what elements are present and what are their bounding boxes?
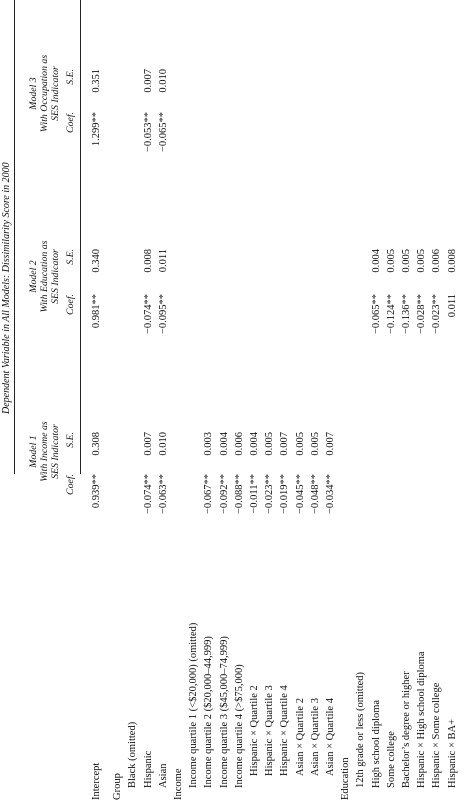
row-label: Income — [173, 768, 184, 800]
row-label: Hispanic × Some college — [431, 682, 443, 788]
se-header-m1: S.E. — [65, 432, 76, 448]
se-cell-m2: 0.008 — [446, 249, 458, 273]
se-cell-m1: 0.004 — [249, 432, 260, 456]
se-cell-m1: 0.308 — [91, 432, 102, 456]
row-label: Asian × Quartile 2 — [294, 698, 306, 776]
header-rule — [80, 0, 81, 474]
coef-cell-m3: −0.065** — [157, 112, 169, 153]
model-1-line3: SES Indicator — [50, 424, 61, 479]
coef-cell-m2: −0.136** — [401, 294, 412, 335]
se-cell-m3: 0.010 — [157, 69, 169, 93]
coef-cell-m1: −0.011** — [249, 474, 260, 514]
coef-cell-m2: −0.065** — [370, 294, 382, 335]
coef-cell-m2: −0.028** — [416, 294, 428, 335]
row-label: Intercept — [91, 762, 102, 800]
row-label: Hispanic × BA+ — [446, 718, 458, 788]
row-label: Asian × Quartile 4 — [325, 698, 336, 776]
se-cell-m3: 0.351 — [91, 69, 102, 93]
model-2-title: Model 2 — [28, 260, 39, 293]
se-header-m2: S.E. — [65, 249, 76, 265]
se-cell-m2: 0.005 — [401, 249, 412, 273]
se-header-m3: S.E. — [65, 69, 76, 85]
coef-cell-m2: 0.011 — [446, 294, 458, 318]
row-label: High school diploma — [370, 699, 382, 788]
model-3-line2: With Occupation as — [39, 54, 50, 133]
model-3-header — [28, 31, 61, 156]
row-label: Hispanic × High school diploma — [416, 651, 428, 788]
se-cell-m2: 0.004 — [370, 249, 382, 273]
se-cell-m1: 0.010 — [157, 432, 169, 456]
se-cell-m1: 0.004 — [218, 432, 230, 456]
row-label: Bachelor’s degree or higher — [401, 671, 412, 788]
se-cell-m2: 0.011 — [157, 249, 169, 273]
model-2-line3: SES Indicator — [50, 249, 61, 304]
row-label: Group — [112, 773, 124, 800]
row-label: Income quartile 4 (>$75,000) — [233, 664, 245, 788]
se-cell-m1: 0.007 — [279, 432, 291, 456]
se-cell-m1: 0.005 — [294, 432, 306, 456]
model-1-title: Model 1 — [28, 435, 39, 468]
coef-cell-m1: −0.048** — [309, 474, 321, 515]
row-label: Income quartile 2 ($20,000–44,999) — [203, 636, 215, 788]
coef-header-m2: Coef. — [65, 294, 76, 315]
se-cell-m1: 0.006 — [233, 432, 245, 456]
row-label: Hispanic × Quartile 2 — [249, 685, 260, 776]
se-cell-m2: 0.006 — [431, 249, 443, 273]
model-1-header — [28, 389, 61, 514]
caption-rule — [14, 0, 15, 474]
row-label: Some college — [385, 731, 397, 788]
coef-cell-m2: −0.124** — [385, 294, 397, 335]
se-cell-m2: 0.005 — [416, 249, 428, 273]
row-label: 12th grade or less (omitted) — [355, 671, 367, 788]
coef-cell-m1: −0.074** — [142, 474, 154, 515]
se-cell-m1: 0.007 — [325, 432, 336, 456]
coef-cell-m2: −0.023** — [431, 294, 443, 335]
model-2-line2: With Education as — [39, 240, 50, 313]
coef-cell-m2: −0.074** — [142, 294, 154, 335]
se-cell-m1: 0.007 — [142, 432, 154, 456]
model-3-title: Model 3 — [28, 77, 39, 110]
se-cell-m1: 0.003 — [203, 432, 215, 456]
coef-cell-m1: −0.088** — [233, 474, 245, 515]
row-label: Income quartile 3 ($45,000–74,999) — [218, 636, 230, 788]
coef-header-m1: Coef. — [65, 474, 76, 495]
model-2-header — [28, 214, 61, 339]
coef-cell-m1: −0.067** — [203, 474, 215, 515]
coef-cell-m1: −0.092** — [218, 474, 230, 515]
row-label: Income quartile 1 (<$20,000) (omitted) — [188, 622, 200, 788]
se-cell-m1: 0.005 — [264, 432, 276, 456]
se-cell-m3: 0.007 — [142, 69, 154, 93]
coef-header-m3: Coef. — [65, 112, 76, 133]
coef-cell-m1: −0.045** — [294, 474, 306, 515]
se-cell-m2: 0.008 — [142, 249, 154, 273]
table-caption: Dependent Variable in All Models: Dissimilarity Score in 2000 — [1, 162, 12, 414]
se-cell-m2: 0.005 — [385, 249, 397, 273]
row-label: Asian — [157, 763, 169, 788]
coef-cell-m2: 0.981** — [91, 294, 102, 329]
model-3-line3: SES Indicator — [50, 66, 61, 121]
coef-cell-m1: −0.063** — [157, 474, 169, 515]
row-label: Hispanic × Quartile 4 — [279, 685, 291, 776]
row-label: Hispanic × Quartile 3 — [264, 685, 276, 776]
coef-cell-m1: −0.023** — [264, 474, 276, 515]
row-label: Asian × Quartile 3 — [309, 698, 321, 776]
se-cell-m2: 0.340 — [91, 249, 102, 273]
row-label: Education — [340, 757, 352, 800]
model-1-line2: With Income as — [39, 421, 50, 482]
coef-cell-m1: −0.034** — [325, 474, 336, 515]
coef-cell-m3: 1.299** — [91, 112, 102, 147]
coef-cell-m1: 0.939** — [91, 474, 102, 509]
coef-cell-m3: −0.053** — [142, 112, 154, 153]
se-cell-m1: 0.005 — [309, 432, 321, 456]
row-label: Hispanic — [142, 750, 154, 788]
row-label: Black (omitted) — [127, 721, 139, 788]
coef-cell-m1: −0.019** — [279, 474, 291, 515]
coef-cell-m2: −0.095** — [157, 294, 169, 335]
